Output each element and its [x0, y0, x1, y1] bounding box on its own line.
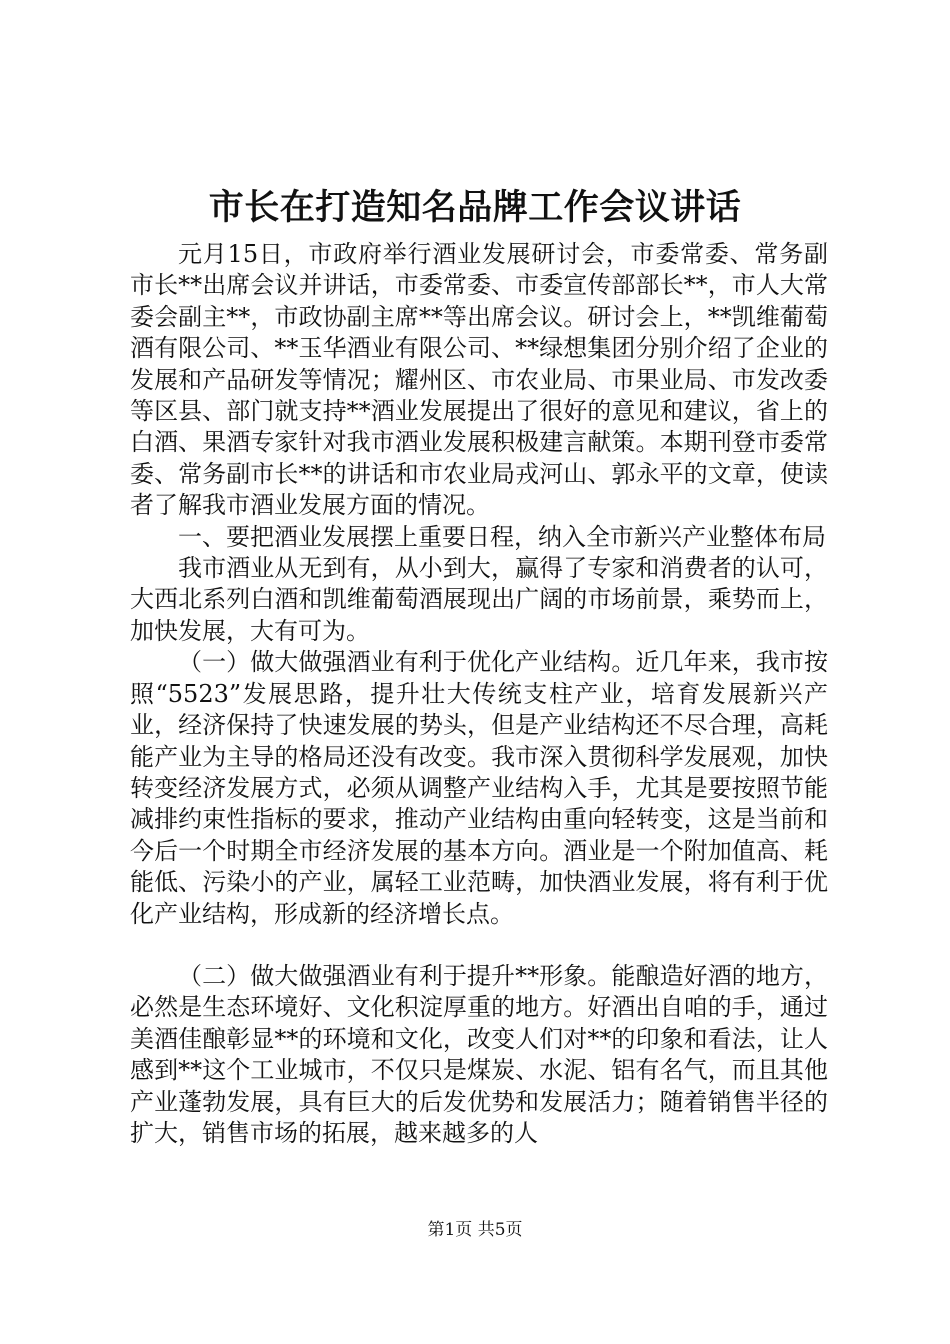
- page-number-footer: 第1页 共5页: [427, 1220, 523, 1240]
- document-body: [130, 239, 828, 1149]
- paragraph-intro: 元月15日，市政府举行酒业发展研讨会，市委常委、常务副市长**出席会议并讲话，市委常委、市委宣传部部长**，市人大常委会副主**，市政协副主席**等出席会议。研讨会上，**凯维葡萄酒有限公司、**玉华酒业有限公司、**绿想集团分别介绍了企业的发展和产品研发等情况；耀州区、市农业局、市果业局、市发改委等区县、部门就支持**酒业发展提出了很好的意见和建议，省上的白酒、果酒专家针对我市酒业发展积极建言献策。本期刊登市委常委、常务副市长**的讲话和市农业局戎河山、郭永平的文章，使读者了解我市酒业发展方面的情况。: [130, 240, 828, 520]
- paragraph-point-2: （二）做大做强酒业有利于提升**形象。能酿造好酒的地方，必然是生态环境好、文化积淀厚重的地方。好酒出自咱的手，通过美酒佳酿彰显**的环境和文化，改变人们对**的印象和看法，让人感到**这个工业城市，不仅只是煤炭、水泥、铝有名气，而且其他产业蓬勃发展，具有巨大的后发优势和发展活力；随着销售半径的扩大，销售市场的拓展，越来越多的人: [130, 961, 828, 1147]
- section-heading-1: 一、要把酒业发展摆上重要日程，纳入全市新兴产业整体布局: [178, 522, 826, 551]
- paragraph-point-1: （一）做大做强酒业有利于优化产业结构。近几年来，我市按照“5523”发展思路，提升壮大传统支柱产业，培育发展新兴产业，经济保持了快速发展的势头，但是产业结构还不尽合理，高耗能产业为主导的格局还没有改变。我市深入贯彻科学发展观，加快转变经济发展方式，必须从调整产业结构入手，尤其是要按照节能减排约束性指标的要求，推动产业结构由重向轻转变，这是当前和今后一个时期全市经济发展的基本方向。酒业是一个附加值高、耗能低、污染小的产业，属轻工业范畴，加快酒业发展，将有利于优化产业结构，形成新的经济增长点。: [130, 648, 828, 928]
- document-title: 市长在打造知名品牌工作会议讲话: [208, 187, 742, 228]
- paragraph-section-1: 我市酒业从无到有，从小到大，赢得了专家和消费者的认可，大西北系列白酒和凯维葡萄酒展现出广阔的市场前景，乘势而上，加快发展，大有可为。: [130, 554, 828, 645]
